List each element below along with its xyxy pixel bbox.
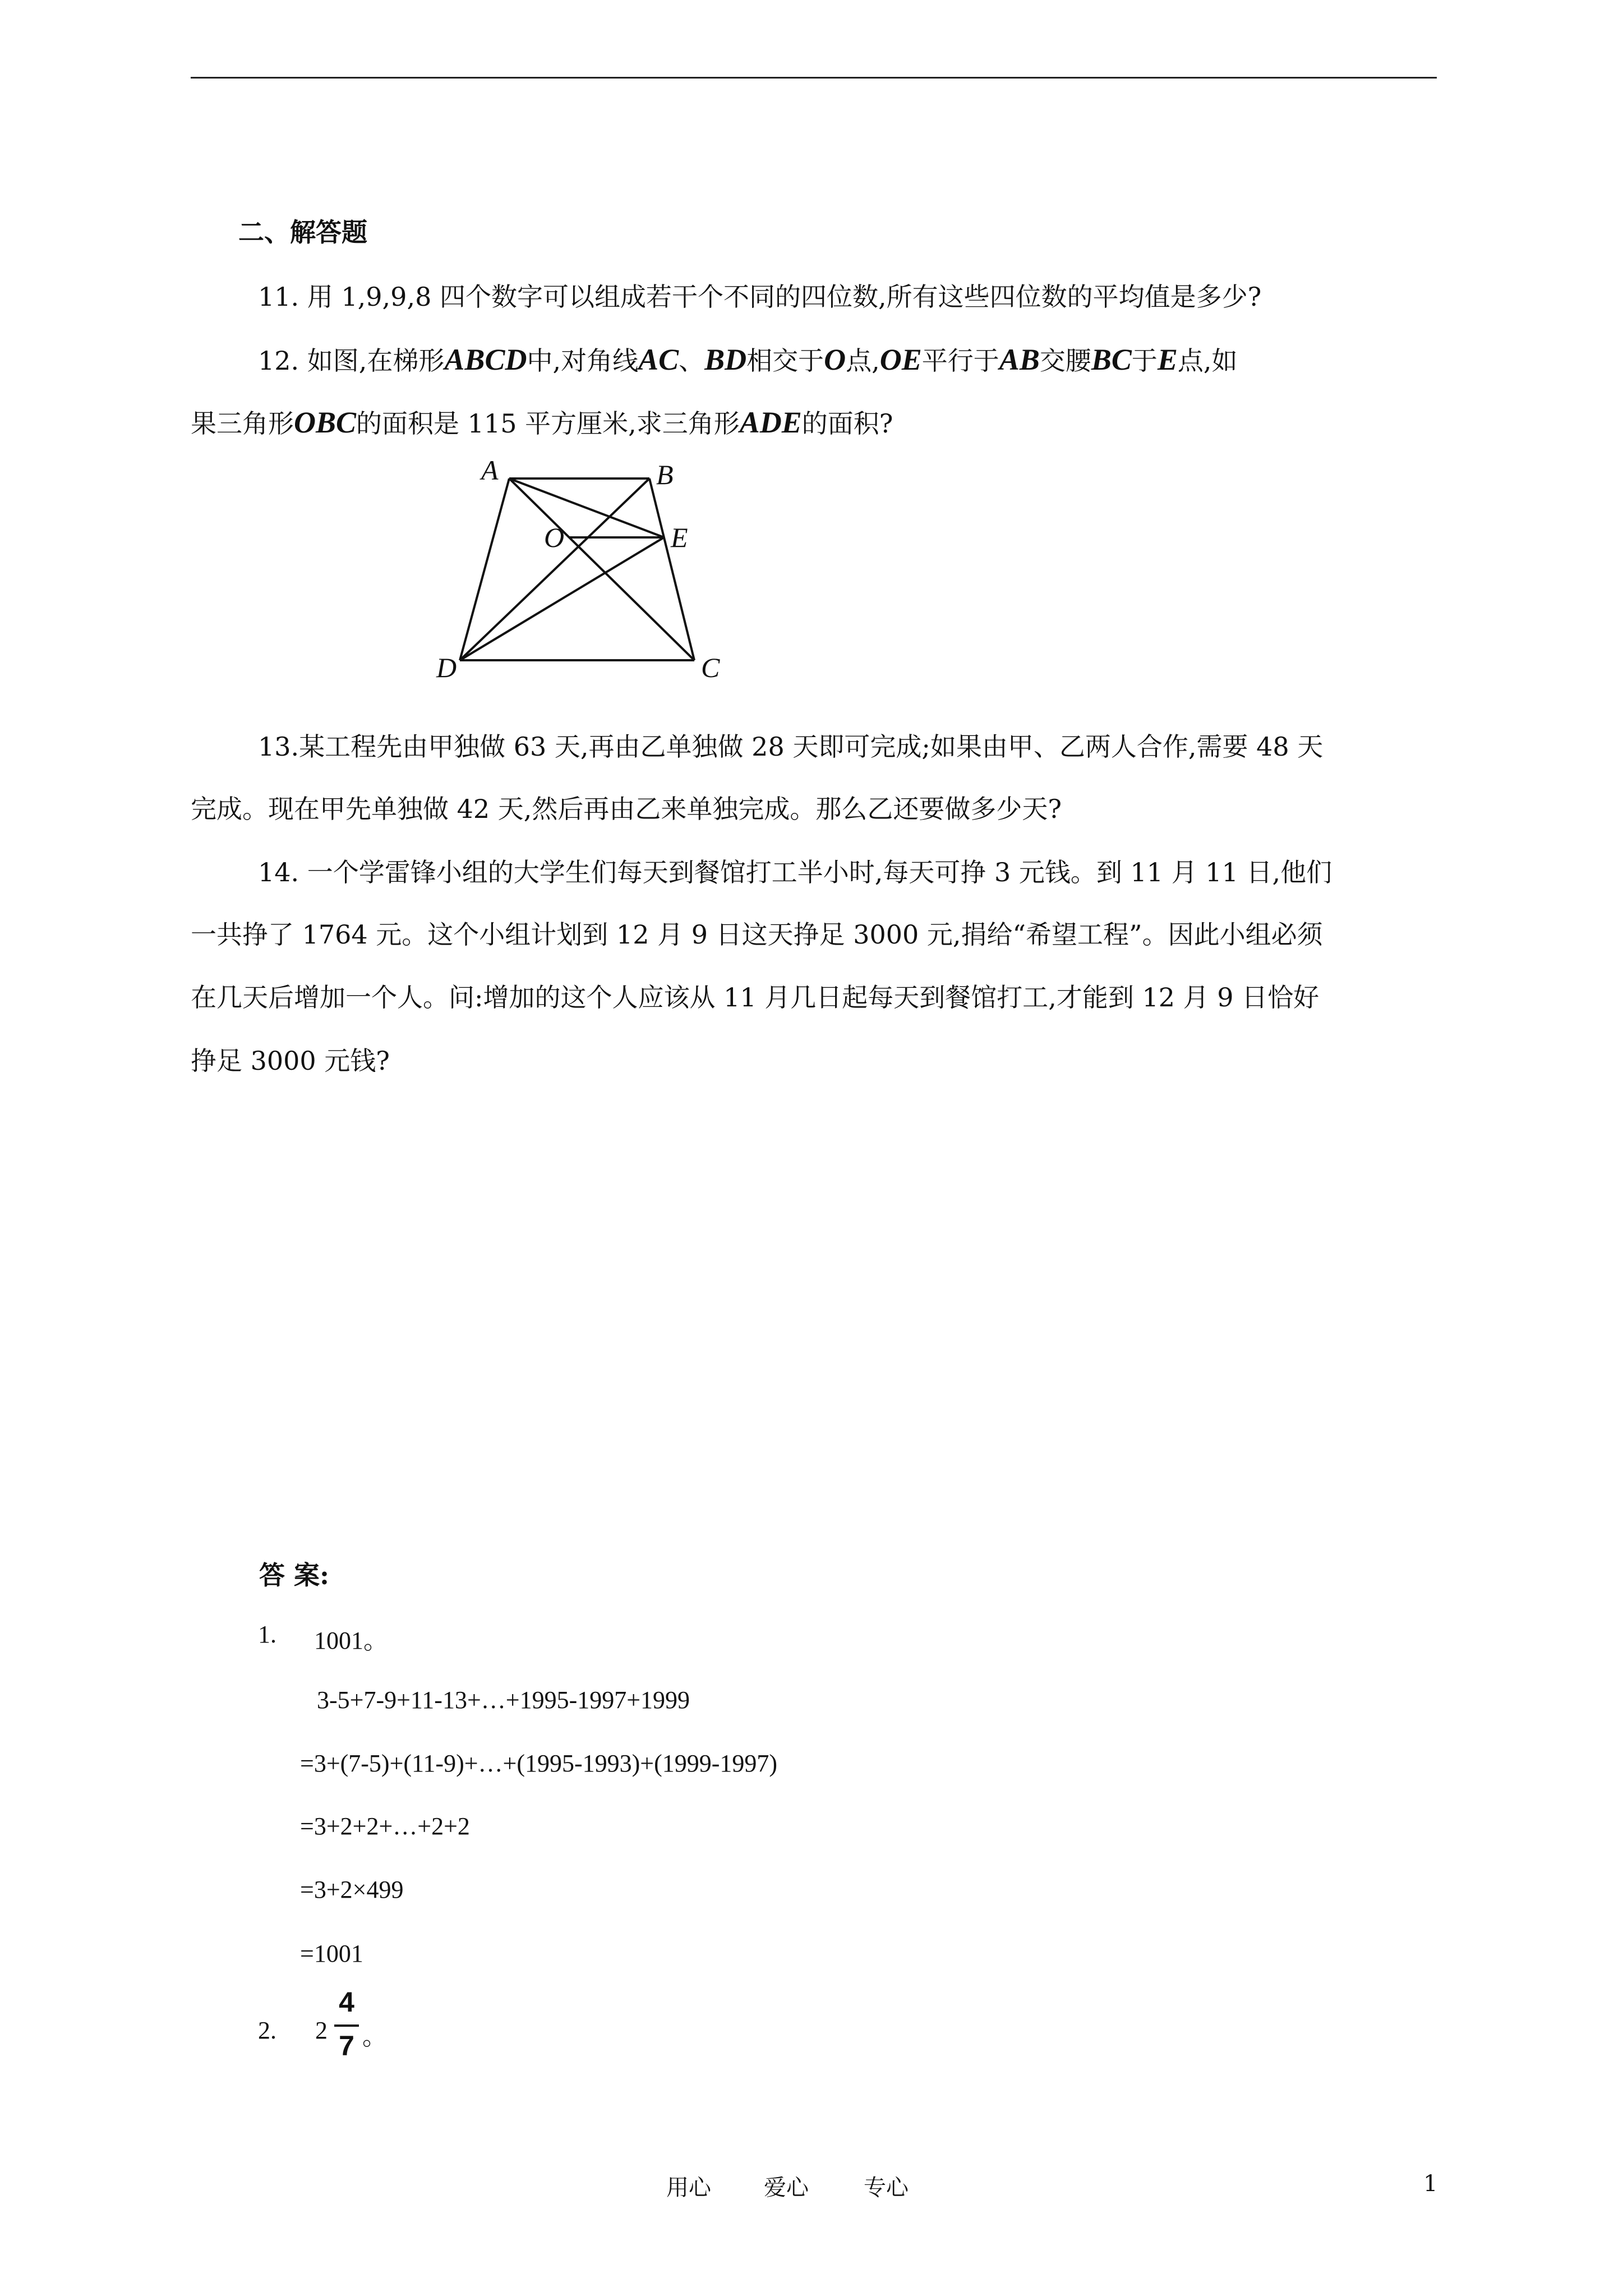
footer-motto-3: 专心 xyxy=(864,2175,909,2201)
segment-de xyxy=(460,537,664,660)
q12-text: 于 xyxy=(1131,346,1158,376)
fraction-bar xyxy=(334,2024,359,2027)
answer-2-denominator: 7 xyxy=(339,2030,354,2062)
answer-2-tail: 。 xyxy=(362,2023,387,2050)
label-o: O xyxy=(544,522,565,553)
q12-math: AB xyxy=(999,343,1040,376)
label-d: D xyxy=(436,652,457,683)
question-12-line2 xyxy=(191,403,893,440)
section-title: 二、解答题 xyxy=(238,217,367,247)
q12-math: BC xyxy=(1091,343,1132,376)
q12-text: 中,对角线 xyxy=(527,346,639,376)
page-number: 1 xyxy=(1423,2171,1438,2197)
diagonal-bd xyxy=(460,478,649,660)
q12-text: 的面积? xyxy=(801,408,893,439)
answer-1-step: =1001 xyxy=(300,1940,363,1967)
edge-bc xyxy=(649,478,694,660)
label-c: C xyxy=(701,652,720,683)
answer-1-step: =3+2×499 xyxy=(300,1876,404,1903)
q12-text: 平行于 xyxy=(921,346,999,376)
answer-2-numerator: 4 xyxy=(339,1986,354,2018)
header-rule xyxy=(191,77,1437,79)
q12-text: 、 xyxy=(679,346,705,376)
q12-text: 交腰 xyxy=(1039,346,1091,376)
question-14-line1: 14. 一个学雷锋小组的大学生们每天到餐馆打工半小时,每天可挣 3 元钱。到 11 月 11 日,他们 xyxy=(258,857,1332,887)
q12-math: ABCD xyxy=(444,343,527,376)
q12-math: E xyxy=(1157,343,1178,376)
answers-title: 答 案: xyxy=(259,1560,329,1590)
answer-1-step: =3+(7-5)+(11-9)+…+(1995-1993)+(1999-1997) xyxy=(300,1750,778,1777)
question-14-line4: 挣足 3000 元钱? xyxy=(191,1046,390,1076)
q12-math: ADE xyxy=(739,406,802,439)
q12-text: 相交于 xyxy=(746,346,824,376)
answer-1-result: 1001。 xyxy=(314,1627,388,1654)
footer-motto-1: 用心 xyxy=(666,2175,711,2201)
q12-text: 点, xyxy=(846,346,880,376)
question-14-line3: 在几天后增加一个人。问:增加的这个人应该从 11 月几日起每天到餐馆打工,才能到 12 月 9 日恰好 xyxy=(191,982,1320,1013)
label-e: E xyxy=(671,522,688,553)
question-13-line2: 完成。现在甲先单独做 42 天,然后再由乙来单独完成。那么乙还要做多少天? xyxy=(191,794,1062,824)
answer-2-number: 2. xyxy=(258,2017,276,2044)
answer-1-step: 3-5+7-9+11-13+…+1995-1997+1999 xyxy=(317,1686,690,1714)
footer-motto-2: 爱心 xyxy=(764,2175,809,2201)
q12-math: BD xyxy=(704,343,747,376)
question-14-line2: 一共挣了 1764 元。这个小组计划到 12 月 9 日这天挣足 3000 元,捐给“希望工程”。因此小组必须 xyxy=(191,919,1323,950)
q12-text: 的面积是 115 平方厘米,求三角形 xyxy=(356,408,740,439)
q12-math: AC xyxy=(638,343,679,376)
diagonal-ac xyxy=(509,478,694,660)
question-12-line1 xyxy=(258,341,1238,378)
q12-text: 点,如 xyxy=(1177,346,1238,376)
edge-ad xyxy=(460,478,509,660)
q12-math: O xyxy=(824,343,846,376)
q12-math: OBC xyxy=(294,406,357,439)
q12-text: 12. 如图,在梯形 xyxy=(258,346,445,376)
label-a: A xyxy=(481,457,499,486)
trapezoid-figure xyxy=(426,457,740,693)
answer-1-number: 1. xyxy=(258,1621,276,1648)
q12-text: 果三角形 xyxy=(191,408,294,439)
question-11: 11. 用 1,9,9,8 四个数字可以组成若干个不同的四位数,所有这些四位数的平均值是多少? xyxy=(258,282,1262,312)
answer-1-step: =3+2+2+…+2+2 xyxy=(300,1812,470,1840)
answer-2-whole: 2 xyxy=(315,2017,328,2044)
question-13-line1: 13.某工程先由甲独做 63 天,再由乙单独做 28 天即可完成;如果由甲、乙两人合作,需要 48 天 xyxy=(258,731,1324,762)
label-b: B xyxy=(656,459,674,490)
q12-math: OE xyxy=(879,343,922,376)
